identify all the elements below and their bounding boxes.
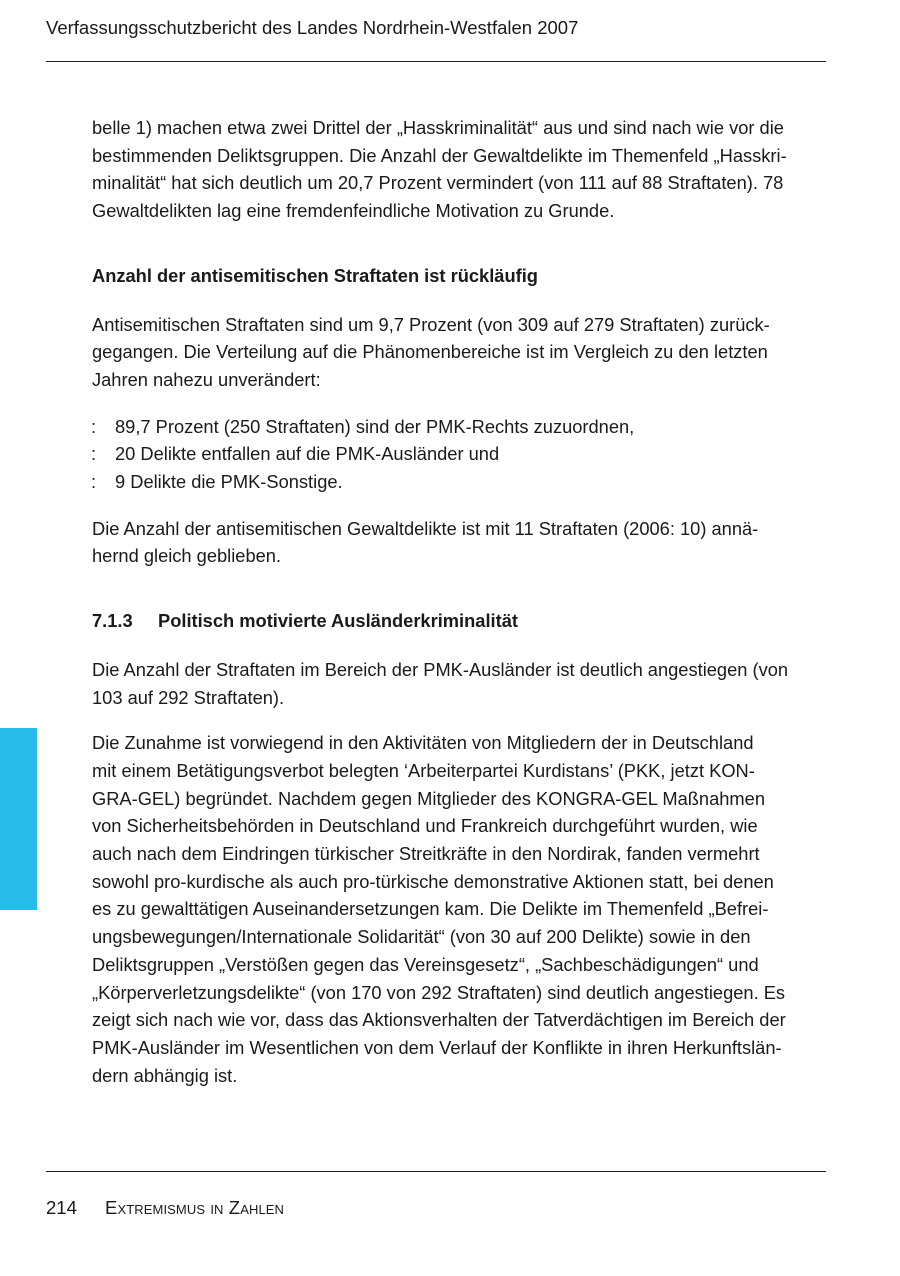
list-item	[92, 468, 827, 496]
text-line: es zu gewalttätigen Auseinandersetzungen kam. Die Delikte im Themenfeld „Befrei-	[92, 898, 769, 920]
list-item-text: 9 Delikte die PMK-Sonstige.	[115, 471, 343, 493]
text-line: Gewaltdelikten lag eine fremdenfeindliche Motivation zu Grunde.	[92, 200, 615, 222]
text-line: PMK-Ausländer im Wesentlichen von dem Verlauf der Konflikte in ihren Herkunftslän-	[92, 1036, 782, 1058]
text-line: ungsbewegungen/Internationale Solidarität“ (von 30 auf 200 Delikte) sowie in den	[92, 926, 751, 948]
section-heading	[92, 607, 827, 635]
header-divider	[46, 61, 826, 62]
text-line: minalität“ hat sich deutlich um 20,7 Prozent vermindert (von 111 auf 88 Straftaten). 78	[92, 172, 784, 194]
text-line: belle 1) machen etwa zwei Drittel der „Hasskriminalität“ aus und sind nach wie vor die	[92, 117, 784, 138]
text-line: GRA-GEL) begründet. Nachdem gegen Mitglieder des KONGRA-GEL Maßnahmen	[92, 787, 765, 809]
subheading-antisemitic: Anzahl der antisemitischen Straftaten ist rückläufig	[92, 264, 538, 286]
text-line: Deliktsgruppen „Verstößen gegen das Vereinsgesetz“, „Sachbeschädigungen“ und	[92, 953, 759, 975]
phenomenon-list	[92, 413, 827, 496]
paragraph-foreigner-crime-increase	[92, 656, 827, 711]
text-line: gegangen. Die Verteilung auf die Phänomenbereiche ist im Vergleich zu den letzten	[92, 341, 768, 363]
list-bullet: :	[91, 415, 97, 437]
section-title: Politisch motivierte Ausländerkriminalität	[158, 610, 518, 632]
list-bullet: :	[91, 471, 97, 493]
text-line: auch nach dem Eindringen türkischer Streitkräfte in den Nordirak, fanden vermehrt	[92, 843, 760, 865]
text-line: von Sicherheitsbehörden in Deutschland und Frankreich durchgeführt wurden, wie	[92, 815, 758, 837]
section-number: 7.1.3	[92, 610, 133, 632]
footer-divider	[46, 1171, 826, 1172]
page-number: 214	[46, 1197, 77, 1218]
paragraph-antisemitic-violence	[92, 515, 827, 570]
list-item-text: 89,7 Prozent (250 Straftaten) sind der PMK-Rechts zuzuordnen,	[115, 415, 635, 437]
text-line: mit einem Betätigungsverbot belegten ‘Arbeiterpartei Kurdistans’ (PKK, jetzt KON-	[92, 759, 755, 781]
paragraph-pkk-activities	[92, 729, 827, 1089]
text-line: dern abhängig ist.	[92, 1064, 238, 1086]
text-line: Die Anzahl der Straftaten im Bereich der PMK-Ausländer ist deutlich angestiegen (von	[92, 658, 789, 680]
page-body	[92, 114, 827, 1089]
text-line: zeigt sich nach wie vor, dass das Aktionsverhalten der Tatverdächtigen im Bereich der	[92, 1009, 786, 1031]
text-line: Jahren nahezu unverändert:	[92, 368, 321, 390]
paragraph-hate-crime-continued	[92, 114, 827, 225]
text-line: „Körperverletzungsdelikte“ (von 170 von 292 Straftaten) sind deutlich angestiegen. Es	[92, 981, 786, 1003]
list-bullet: :	[91, 443, 97, 465]
running-footer-title: Extremismus in Zahlen	[105, 1197, 285, 1218]
list-item-text: 20 Delikte entfallen auf die PMK-Ausländer und	[115, 443, 500, 465]
list-item	[92, 413, 827, 441]
text-line: Die Anzahl der antisemitischen Gewaltdelikte ist mit 11 Straftaten (2006: 10) annä-	[92, 517, 759, 539]
paragraph-antisemitic-decline	[92, 311, 827, 394]
text-line: Antisemitischen Straftaten sind um 9,7 Prozent (von 309 auf 279 Straftaten) zurück-	[92, 313, 770, 335]
text-line: Die Zunahme ist vorwiegend in den Aktivitäten von Mitgliedern der in Deutschland	[92, 732, 754, 754]
text-line: sowohl pro-kurdische als auch pro-türkische demonstrative Aktionen statt, bei denen	[92, 870, 774, 892]
chapter-accent-tab	[0, 728, 37, 910]
running-header-title: Verfassungsschutzbericht des Landes Nordrhein-Westfalen 2007	[46, 17, 579, 38]
text-line: 103 auf 292 Straftaten).	[92, 686, 285, 708]
text-line: hernd gleich geblieben.	[92, 545, 282, 567]
list-item	[92, 440, 827, 468]
text-line: bestimmenden Deliktsgruppen. Die Anzahl der Gewaltdelikte im Themenfeld „Hasskri-	[92, 144, 787, 166]
